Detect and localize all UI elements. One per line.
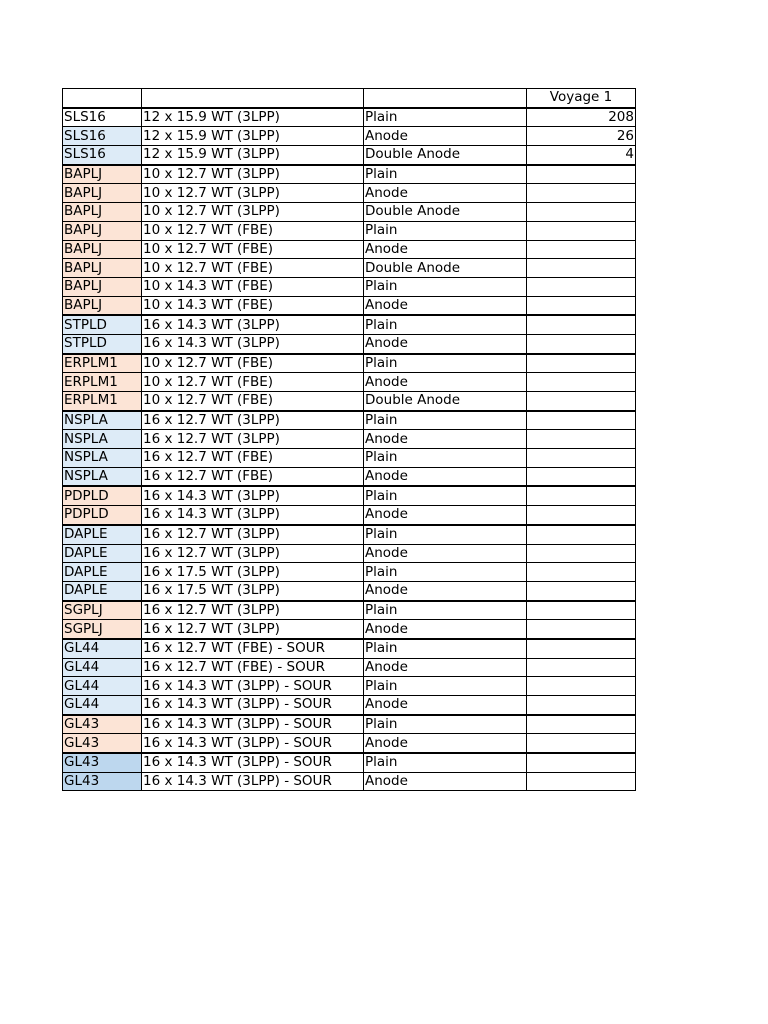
cell-code[interactable]: PDPLD [63,486,142,505]
cell-qty[interactable] [527,411,636,430]
cell-code[interactable]: GL43 [63,753,142,772]
table-row [63,259,636,278]
cell-spec[interactable]: 16 x 14.3 WT (3LPP) - SOUR [142,734,364,753]
header-cell-code[interactable] [63,89,142,108]
table-row [63,165,636,184]
table-row [63,563,636,582]
cell-type[interactable]: Plain [364,221,527,240]
cell-spec[interactable]: 16 x 12.7 WT (3LPP) [142,601,364,620]
cell-qty[interactable] [527,563,636,582]
cell-code[interactable]: BAPLJ [63,184,142,203]
table-row [63,373,636,392]
cell-spec[interactable]: 16 x 14.3 WT (3LPP) - SOUR [142,715,364,734]
cell-spec[interactable]: 10 x 12.7 WT (FBE) [142,259,364,278]
cell-type[interactable]: Anode [364,772,527,791]
cell-qty[interactable] [527,449,636,468]
table-row [63,525,636,544]
cell-code[interactable]: ERPLM1 [63,354,142,373]
cell-type[interactable]: Plain [364,354,527,373]
table-row [63,277,636,296]
cell-qty[interactable]: 26 [527,127,636,146]
cell-code[interactable]: GL44 [63,677,142,696]
cell-spec[interactable]: 10 x 12.7 WT (FBE) [142,373,364,392]
cell-qty[interactable] [527,259,636,278]
cell-type[interactable]: Plain [364,525,527,544]
cell-type[interactable]: Anode [364,620,527,639]
cell-spec[interactable]: 16 x 12.7 WT (FBE) [142,467,364,486]
cell-type[interactable]: Anode [364,544,527,563]
cell-type[interactable]: Plain [364,315,527,334]
cell-spec[interactable]: 16 x 14.3 WT (3LPP) [142,334,364,353]
cell-qty[interactable] [527,677,636,696]
header-cell-type[interactable] [364,89,527,108]
cell-spec[interactable]: 16 x 12.7 WT (3LPP) [142,525,364,544]
header-cell-voyage[interactable]: Voyage 1 [527,89,636,108]
table-row [63,449,636,468]
cell-qty[interactable]: 4 [527,146,636,165]
cell-code[interactable]: BAPLJ [63,221,142,240]
table-row [63,203,636,222]
cell-spec[interactable]: 10 x 12.7 WT (FBE) [142,392,364,411]
cell-type[interactable]: Anode [364,581,527,600]
cell-spec[interactable]: 16 x 12.7 WT (3LPP) [142,544,364,563]
table-body [63,89,636,791]
cell-qty[interactable] [527,772,636,791]
table-row [63,467,636,486]
cell-qty[interactable] [527,525,636,544]
cell-type[interactable]: Anode [364,184,527,203]
cell-qty[interactable] [527,506,636,525]
table-row [63,506,636,525]
cell-code[interactable]: SGPLJ [63,601,142,620]
cell-qty[interactable] [527,354,636,373]
table-row [63,544,636,563]
table-row [63,184,636,203]
cell-type[interactable]: Plain [364,449,527,468]
cell-code[interactable]: ERPLM1 [63,373,142,392]
cell-code[interactable]: BAPLJ [63,165,142,184]
cell-qty[interactable] [527,240,636,259]
table-row [63,221,636,240]
cell-type[interactable]: Anode [364,127,527,146]
cell-code[interactable]: BAPLJ [63,296,142,315]
cell-qty[interactable] [527,165,636,184]
cell-type[interactable]: Anode [364,334,527,353]
cell-spec[interactable]: 16 x 14.3 WT (3LPP) - SOUR [142,772,364,791]
cell-spec[interactable]: 10 x 12.7 WT (FBE) [142,221,364,240]
cell-spec[interactable]: 12 x 15.9 WT (3LPP) [142,146,364,165]
cell-qty[interactable] [527,734,636,753]
cell-spec[interactable]: 10 x 14.3 WT (FBE) [142,296,364,315]
cell-code[interactable]: BAPLJ [63,240,142,259]
cell-qty[interactable] [527,430,636,449]
cell-spec[interactable]: 16 x 12.7 WT (FBE) - SOUR [142,639,364,658]
table-row [63,486,636,505]
cell-code[interactable]: BAPLJ [63,259,142,278]
cell-spec[interactable]: 16 x 14.3 WT (3LPP) [142,486,364,505]
cell-qty[interactable] [527,601,636,620]
cell-qty[interactable] [527,392,636,411]
cell-qty[interactable] [527,373,636,392]
table-row [63,146,636,165]
cell-code[interactable]: SLS16 [63,127,142,146]
cell-spec[interactable]: 10 x 14.3 WT (FBE) [142,277,364,296]
cell-code[interactable]: GL43 [63,734,142,753]
cell-type[interactable]: Anode [364,430,527,449]
cell-type[interactable]: Anode [364,296,527,315]
cell-type[interactable]: Plain [364,677,527,696]
header-row [63,89,636,108]
cell-type[interactable]: Double Anode [364,146,527,165]
cell-qty[interactable] [527,715,636,734]
table-row [63,108,636,127]
table-row [63,581,636,600]
table-row [63,411,636,430]
table-row [63,601,636,620]
cell-spec[interactable]: 16 x 17.5 WT (3LPP) [142,581,364,600]
table-row [63,677,636,696]
cell-qty[interactable] [527,467,636,486]
table-row [63,639,636,658]
cell-spec[interactable]: 10 x 12.7 WT (3LPP) [142,184,364,203]
cell-code[interactable]: BAPLJ [63,277,142,296]
cell-type[interactable]: Plain [364,601,527,620]
cell-qty[interactable] [527,639,636,658]
cell-type[interactable]: Plain [364,108,527,127]
cell-spec[interactable]: 12 x 15.9 WT (3LPP) [142,127,364,146]
table-row [63,127,636,146]
cell-type[interactable]: Double Anode [364,203,527,222]
cell-type[interactable]: Plain [364,639,527,658]
cell-spec[interactable]: 16 x 14.3 WT (3LPP) - SOUR [142,696,364,715]
cell-qty[interactable] [527,620,636,639]
cell-type[interactable]: Anode [364,240,527,259]
table-row [63,240,636,259]
cell-code[interactable]: GL43 [63,715,142,734]
cell-code[interactable]: SLS16 [63,108,142,127]
cell-code[interactable]: DAPLE [63,581,142,600]
cell-code[interactable]: GL43 [63,772,142,791]
cell-spec[interactable]: 16 x 14.3 WT (3LPP) - SOUR [142,677,364,696]
cell-type[interactable]: Anode [364,734,527,753]
cell-code[interactable]: STPLD [63,315,142,334]
cell-qty[interactable] [527,315,636,334]
table-row [63,658,636,677]
cell-type[interactable]: Anode [364,506,527,525]
cell-type[interactable]: Plain [364,563,527,582]
cell-spec[interactable]: 16 x 12.7 WT (FBE) - SOUR [142,658,364,677]
cell-spec[interactable]: 16 x 12.7 WT (FBE) [142,449,364,468]
cell-code[interactable]: DAPLE [63,525,142,544]
cell-type[interactable]: Double Anode [364,259,527,278]
table-row [63,392,636,411]
cell-spec[interactable]: 12 x 15.9 WT (3LPP) [142,108,364,127]
table-row [63,734,636,753]
table-row [63,696,636,715]
table-row [63,772,636,791]
cell-spec[interactable]: 16 x 14.3 WT (3LPP) [142,315,364,334]
cell-qty[interactable] [527,277,636,296]
cell-spec[interactable]: 16 x 12.7 WT (3LPP) [142,620,364,639]
cell-code[interactable]: GL44 [63,658,142,677]
cell-spec[interactable]: 16 x 17.5 WT (3LPP) [142,563,364,582]
cell-spec[interactable]: 10 x 12.7 WT (3LPP) [142,203,364,222]
cell-type[interactable]: Plain [364,715,527,734]
cell-spec[interactable]: 16 x 12.7 WT (3LPP) [142,430,364,449]
cell-code[interactable]: GL44 [63,696,142,715]
cell-type[interactable]: Anode [364,658,527,677]
cell-code[interactable]: NSPLA [63,430,142,449]
cell-type[interactable]: Plain [364,277,527,296]
cell-code[interactable]: NSPLA [63,449,142,468]
cell-type[interactable]: Plain [364,411,527,430]
cell-qty[interactable] [527,184,636,203]
table-row [63,430,636,449]
table-row [63,334,636,353]
cell-qty[interactable]: 208 [527,108,636,127]
cell-code[interactable]: NSPLA [63,411,142,430]
cell-code[interactable]: DAPLE [63,544,142,563]
cell-spec[interactable]: 16 x 12.7 WT (3LPP) [142,411,364,430]
cell-type[interactable]: Plain [364,165,527,184]
cell-spec[interactable]: 10 x 12.7 WT (FBE) [142,240,364,259]
cell-code[interactable]: DAPLE [63,563,142,582]
cell-code[interactable]: SLS16 [63,146,142,165]
cell-code[interactable]: GL44 [63,639,142,658]
cell-qty[interactable] [527,658,636,677]
cell-qty[interactable] [527,544,636,563]
cell-qty[interactable] [527,486,636,505]
cell-type[interactable]: Plain [364,486,527,505]
cell-qty[interactable] [527,334,636,353]
cell-type[interactable]: Anode [364,373,527,392]
cell-qty[interactable] [527,296,636,315]
cell-code[interactable]: BAPLJ [63,203,142,222]
spreadsheet-table [62,88,636,791]
cell-code[interactable]: NSPLA [63,467,142,486]
cell-spec[interactable]: 10 x 12.7 WT (3LPP) [142,165,364,184]
table-row [63,296,636,315]
table-row [63,620,636,639]
cell-spec[interactable]: 16 x 14.3 WT (3LPP) [142,506,364,525]
table-row [63,315,636,334]
cell-code[interactable]: ERPLM1 [63,392,142,411]
cell-spec[interactable]: 16 x 14.3 WT (3LPP) - SOUR [142,753,364,772]
cell-type[interactable]: Double Anode [364,392,527,411]
table-row [63,354,636,373]
cell-qty[interactable] [527,753,636,772]
cell-qty[interactable] [527,696,636,715]
cell-qty[interactable] [527,581,636,600]
cell-code[interactable]: PDPLD [63,506,142,525]
table-row [63,753,636,772]
table-row [63,715,636,734]
cell-code[interactable]: SGPLJ [63,620,142,639]
cell-type[interactable]: Anode [364,696,527,715]
header-cell-spec[interactable] [142,89,364,108]
cell-qty[interactable] [527,203,636,222]
cell-code[interactable]: STPLD [63,334,142,353]
cell-type[interactable]: Anode [364,467,527,486]
cell-qty[interactable] [527,221,636,240]
cell-spec[interactable]: 10 x 12.7 WT (FBE) [142,354,364,373]
cell-type[interactable]: Plain [364,753,527,772]
